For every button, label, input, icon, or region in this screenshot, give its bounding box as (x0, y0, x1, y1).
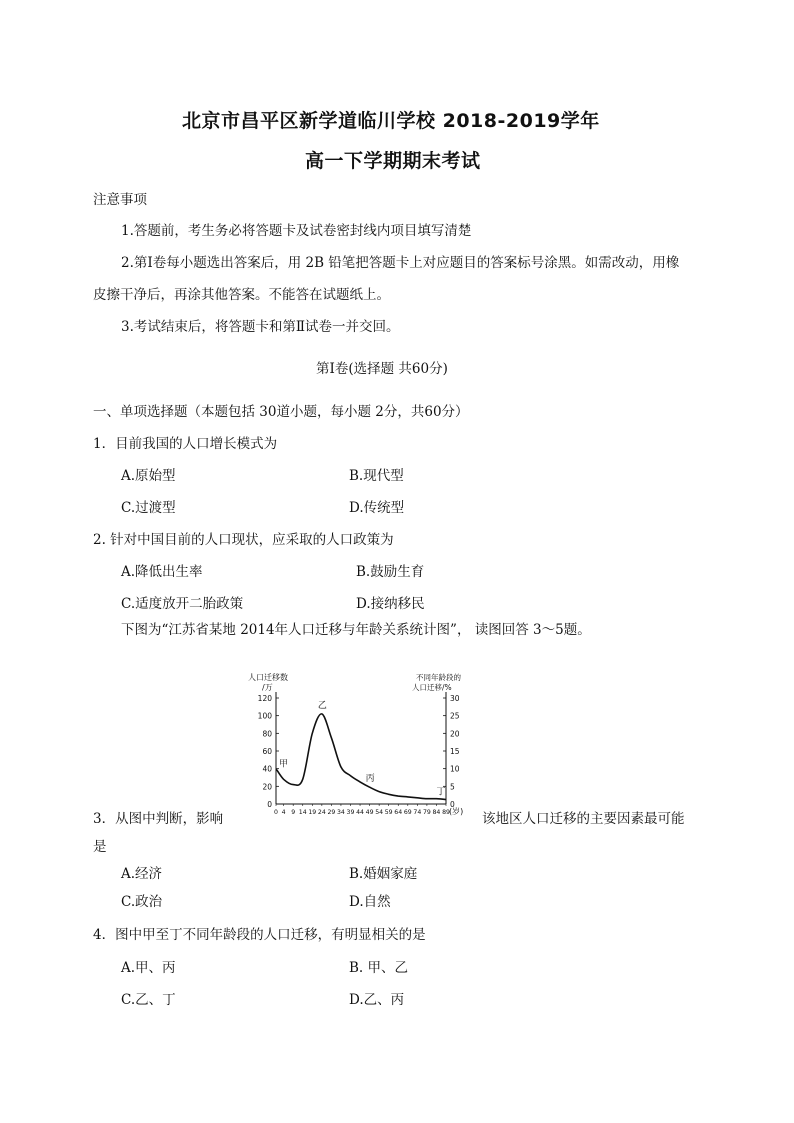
notice-item-2b: 皮擦干净后，再涂其他答案。不能答在试题纸上。 (93, 287, 390, 303)
chart-x-tick-label: 64 (394, 809, 403, 816)
chart-x-tick-label: 89 (442, 809, 450, 816)
notice-heading: 注意事项 (93, 192, 147, 208)
question-4-option-a: A.甲、丙 (121, 960, 176, 976)
chart-x-tick-label: 0 (274, 809, 278, 816)
question-2-option-d: D.接纳移民 (356, 596, 425, 612)
chart-y-left-tick-label: 80 (262, 729, 272, 739)
chart-y-right-label-1: 不同年龄段的 (416, 673, 461, 682)
question-3-option-b: B.婚姻家庭 (349, 866, 418, 882)
chart-y-left-tick-label: 40 (262, 764, 272, 774)
chart-x-tick-label: 14 (298, 809, 307, 816)
question-2-option-c: C.适度放开二胎政策 (121, 596, 244, 612)
chart-y-left-tick-label: 120 (257, 694, 272, 703)
part-title: 第Ⅰ卷(选择题 共60分) (316, 361, 448, 377)
migration-age-chart (240, 664, 480, 824)
question-3-stem-right: 该地区人口迁移的主要因素最可能 (482, 811, 685, 827)
chart-x-tick-label: 79 (422, 809, 431, 816)
chart-x-tick-label: 59 (384, 809, 393, 816)
chart-y-right-tick-label: 25 (450, 711, 460, 721)
chart-x-tick-label: 74 (413, 809, 422, 816)
notice-item-3: 3.考试结束后，将答题卡和第Ⅱ试卷一并交回。 (121, 319, 400, 335)
chart-y-left-tick-label: 60 (262, 747, 272, 756)
chart-y-left-tick-label: 0 (267, 800, 272, 809)
chart-y-right-tick-label: 0 (450, 800, 455, 809)
question-4-option-c: C.乙、丁 (121, 992, 176, 1008)
question-4-option-b: B. 甲、乙 (349, 960, 409, 976)
chart-series-line (276, 714, 446, 800)
chart-y-left-label-2: /万 (262, 683, 273, 692)
question-1-option-c: C.过渡型 (121, 500, 176, 516)
page-subtitle: 高一下学期期末考试 (305, 150, 481, 172)
notice-item-2a: 2.第Ⅰ卷每小题选出答案后，用 2B 铅笔把答题卡上对应题目的答案标号涂黑。如需改动，用橡 (121, 255, 680, 271)
chart-annotation-yi: 乙 (317, 700, 327, 711)
chart-y-right-tick-label: 15 (450, 747, 460, 756)
chart-y-right-tick-label: 5 (450, 782, 455, 792)
chart-y-right-tick-label: 10 (450, 764, 460, 774)
section-heading: 一、单项选择题（本题包括 30道小题，每小题 2分，共60分） (93, 404, 469, 420)
chart-x-tick-label: 24 (317, 809, 326, 816)
chart-x-tick-label: 9 (291, 809, 296, 816)
question-2-option-a: A.降低出生率 (121, 564, 203, 580)
chart-x-tick-label: 69 (403, 809, 412, 816)
chart-x-tick-label: 19 (308, 809, 317, 816)
question-3-stem-cont: 是 (93, 839, 107, 855)
chart-annotation-jia: 甲 (279, 759, 289, 770)
chart-intro: 下图为“江苏省某地 2014年人口迁移与年龄关系统计图”， 读图回答 3～5题。 (121, 622, 591, 638)
question-1-option-b: B.现代型 (349, 468, 404, 484)
chart-x-tick-label: 39 (346, 809, 355, 816)
question-3-option-c: C.政治 (121, 894, 163, 910)
chart-ticks (258, 694, 460, 816)
chart-x-tick-label: 34 (337, 809, 345, 816)
chart-x-tick-label: 49 (365, 809, 374, 816)
chart-axes (276, 692, 446, 804)
page-title: 北京市昌平区新学道临川学校 2018-2019学年 (182, 110, 600, 132)
question-1-option-d: D.传统型 (349, 500, 405, 516)
chart-y-left-tick-label: 20 (262, 782, 272, 792)
question-3-option-a: A.经济 (121, 866, 163, 882)
question-2-option-b: B.鼓励生育 (356, 564, 425, 580)
chart-annotation-bing: 丙 (365, 774, 375, 785)
chart-x-unit-label: (岁) (449, 807, 464, 816)
chart-x-tick-label: 44 (356, 809, 364, 816)
question-3-stem-left: 3．从图中判断，影响 (93, 811, 224, 827)
chart-y-left-label-1: 人口迁移数 (248, 673, 288, 682)
notice-item-1: 1.答题前，考生务必将答题卡及试卷密封线内项目填写清楚 (121, 223, 472, 239)
question-3-option-d: D.自然 (349, 894, 391, 910)
chart-y-right-label-2: 人口迁移/% (412, 683, 452, 692)
chart-x-tick-label: 29 (327, 809, 336, 816)
chart-y-right-tick-label: 20 (450, 729, 460, 739)
chart-annotation-ding: 丁 (436, 787, 446, 798)
chart-x-tick-label: 54 (375, 809, 384, 816)
chart-x-tick-label: 84 (432, 809, 441, 816)
chart-y-right-tick-label: 30 (450, 694, 460, 703)
question-4-option-d: D.乙、丙 (349, 992, 405, 1008)
question-1-stem: 1．目前我国的人口增长模式为 (93, 436, 278, 452)
question-1-option-a: A.原始型 (121, 468, 176, 484)
chart-y-left-tick-label: 100 (257, 711, 272, 721)
chart-x-tick-label: 4 (281, 809, 286, 816)
question-2-stem: 2. 针对中国目前的人口现状，应采取的人口政策为 (93, 532, 394, 548)
question-4-stem: 4．图中甲至丁不同年龄段的人口迁移，有明显相关的是 (93, 927, 426, 943)
